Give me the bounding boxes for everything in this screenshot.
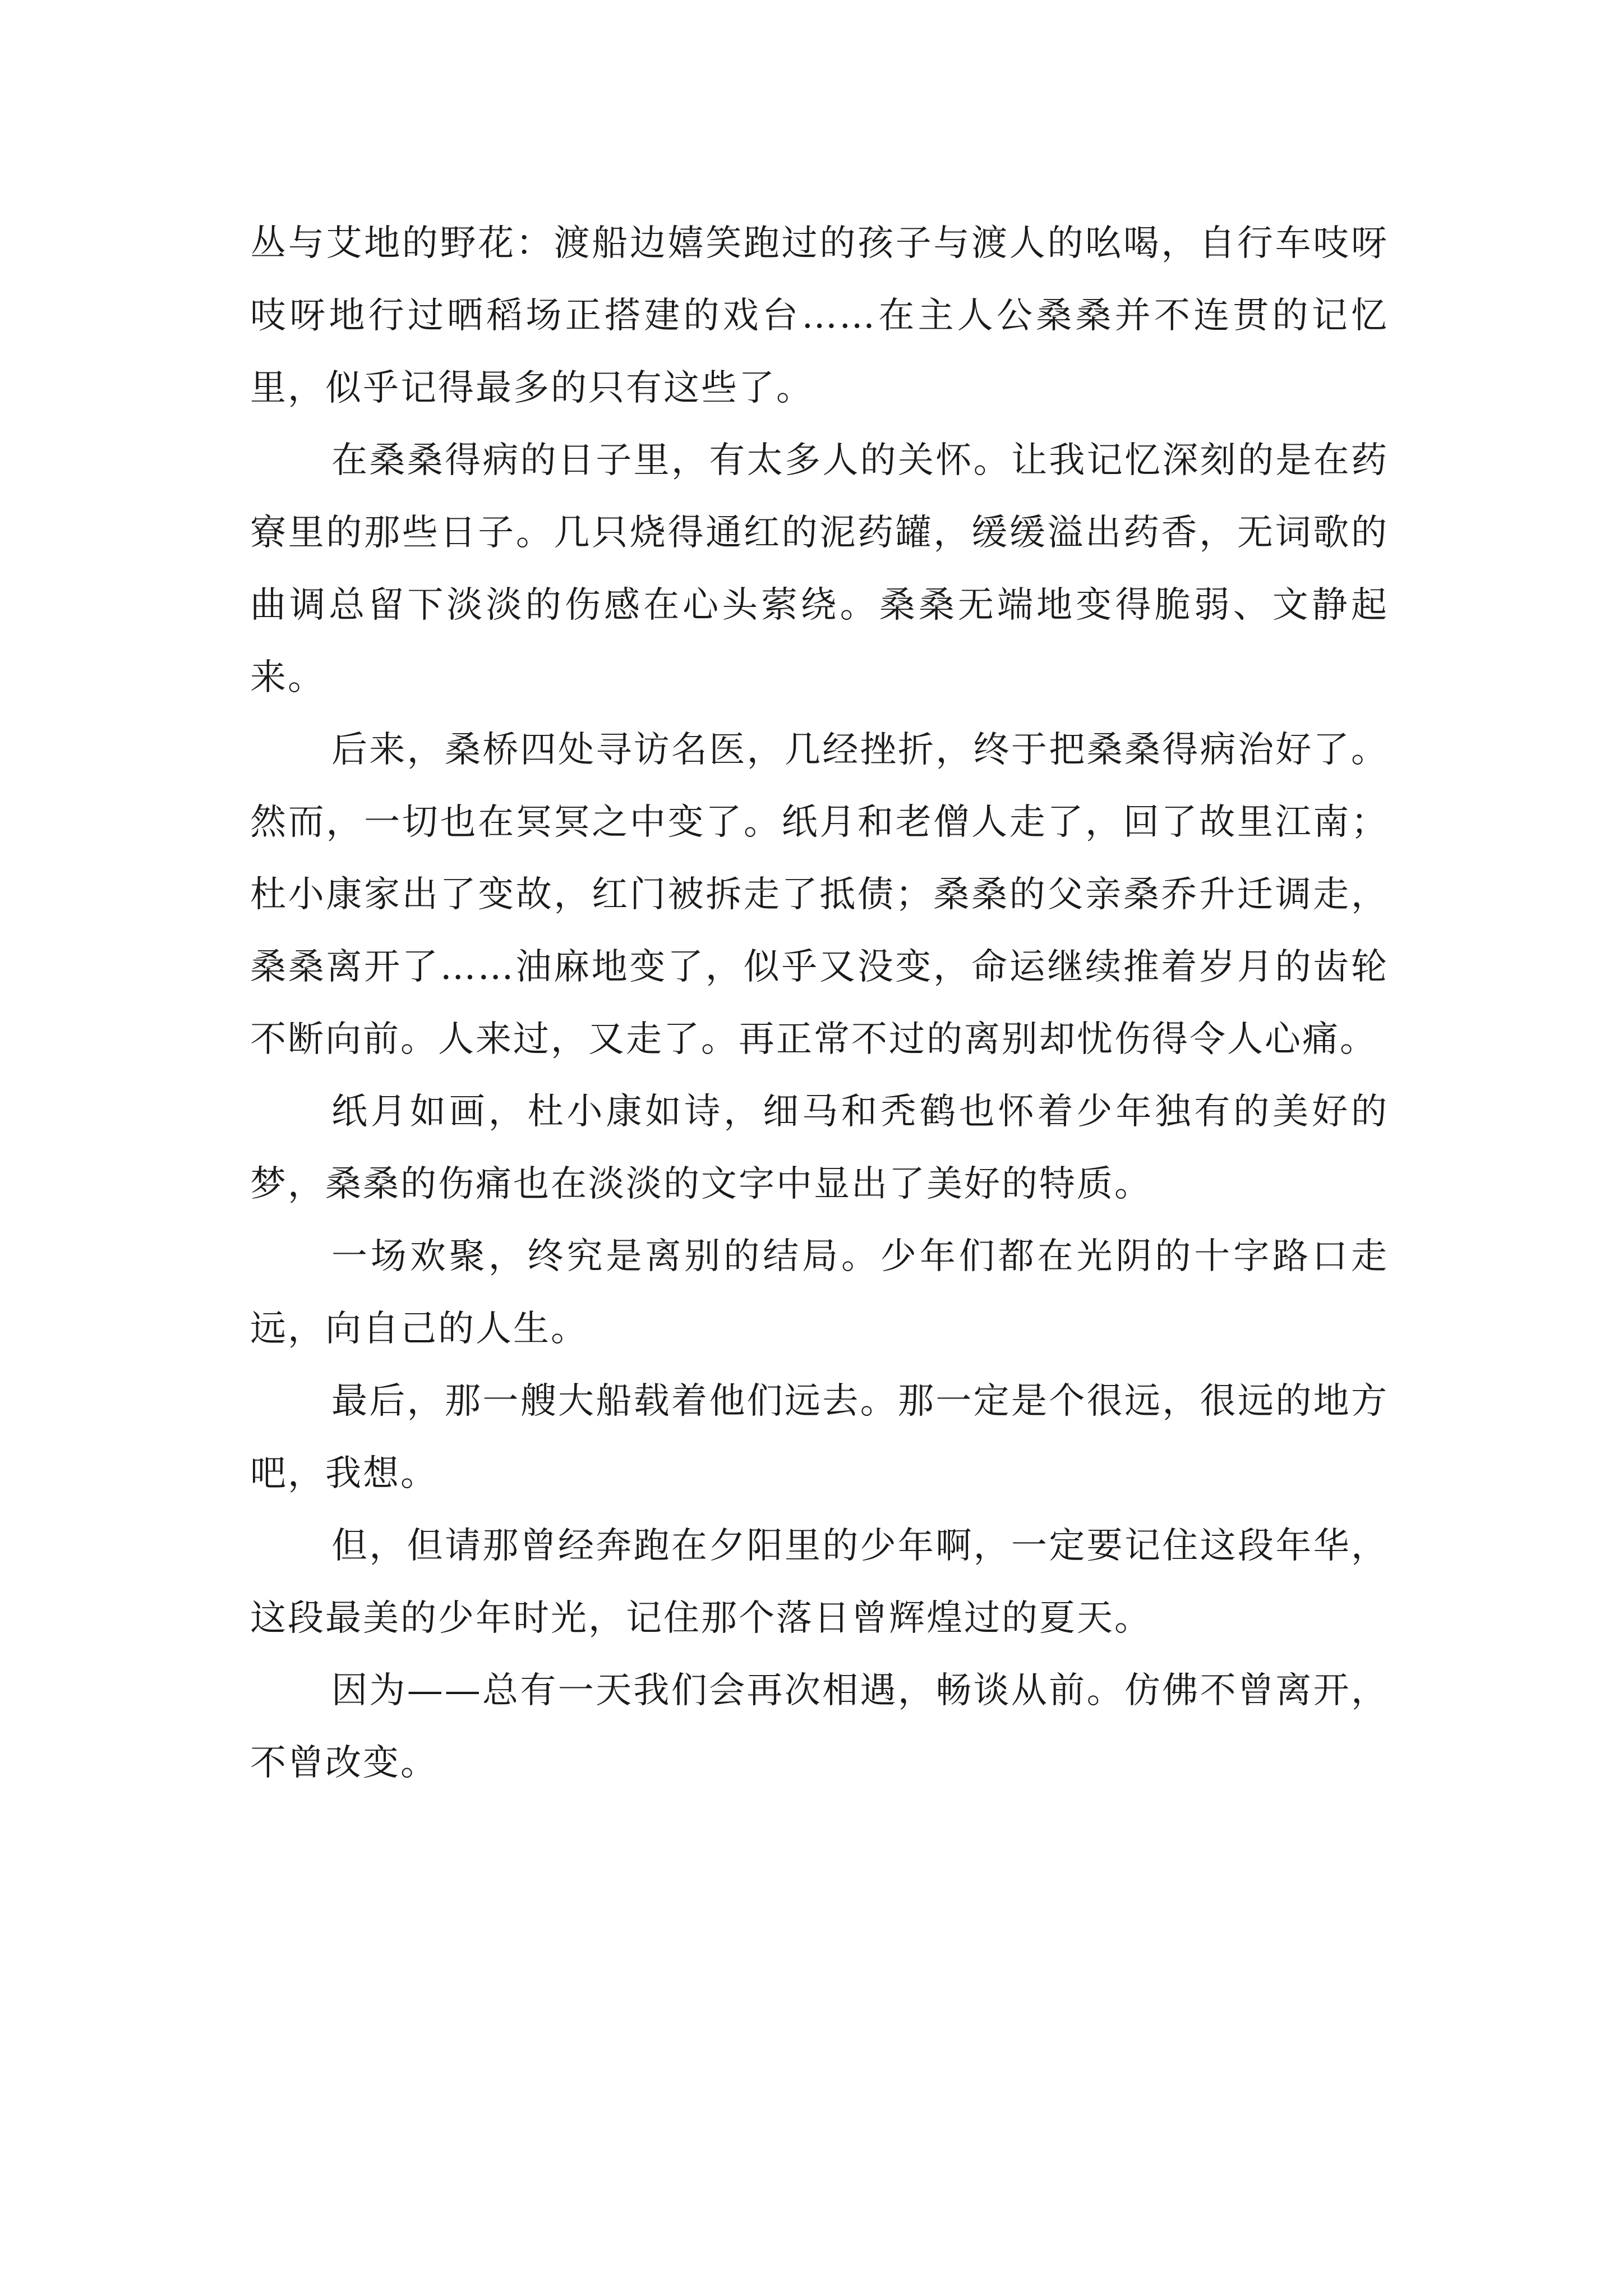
paragraph: 最后，那一艘大船载着他们远去。那一定是个很远，很远的地方吧，我想。 [250, 1381, 1389, 1494]
paragraph: 在桑桑得病的日子里，有太多人的关怀。让我记忆深刻的是在药寮里的那些日子。几只烧得通红的泥药罐，缓缓溢出药香，无词歌的曲调总留下淡淡的伤感在心头萦绕。桑桑无端地变得脆弱、文静起来。 [250, 440, 1389, 698]
paragraph-continued: 丛与艾地的野花：渡船边嬉笑跑过的孩子与渡人的吆喝，自行车吱呀吱呀地行过晒稻场正搭建的戏台……在主人公桑桑并不连贯的记忆里，似乎记得最多的只有这些了。 [250, 223, 1389, 409]
paragraph: 纸月如画，杜小康如诗，细马和秃鹤也怀着少年独有的美好的梦，桑桑的伤痛也在淡淡的文字中显出了美好的特质。 [250, 1091, 1389, 1205]
paragraph: 因为——总有一天我们会再次相遇，畅谈从前。仿佛不曾离开，不曾改变。 [250, 1670, 1389, 1784]
paragraph: 但，但请那曾经奔跑在夕阳里的少年啊，一定要记住这段年华，这段最美的少年时光，记住那个落日曾辉煌过的夏天。 [250, 1525, 1389, 1639]
paragraph: 后来，桑桥四处寻访名医，几经挫折，终于把桑桑得病治好了。然而，一切也在冥冥之中变了。纸月和老僧人走了，回了故里江南；杜小康家出了变故，红门被拆走了抵债；桑桑的父亲桑乔升迁调走，桑桑离开了……油麻地变了，似乎又没变，命运继续推着岁月的齿轮不断向前。人来过，又走了。再正常不过的离别却忧伤得令人心痛。 [250, 729, 1389, 1060]
paragraph: 一场欢聚，终究是离别的结局。少年们都在光阴的十字路口走远，向自己的人生。 [250, 1236, 1389, 1350]
body-text [250, 208, 1389, 1800]
